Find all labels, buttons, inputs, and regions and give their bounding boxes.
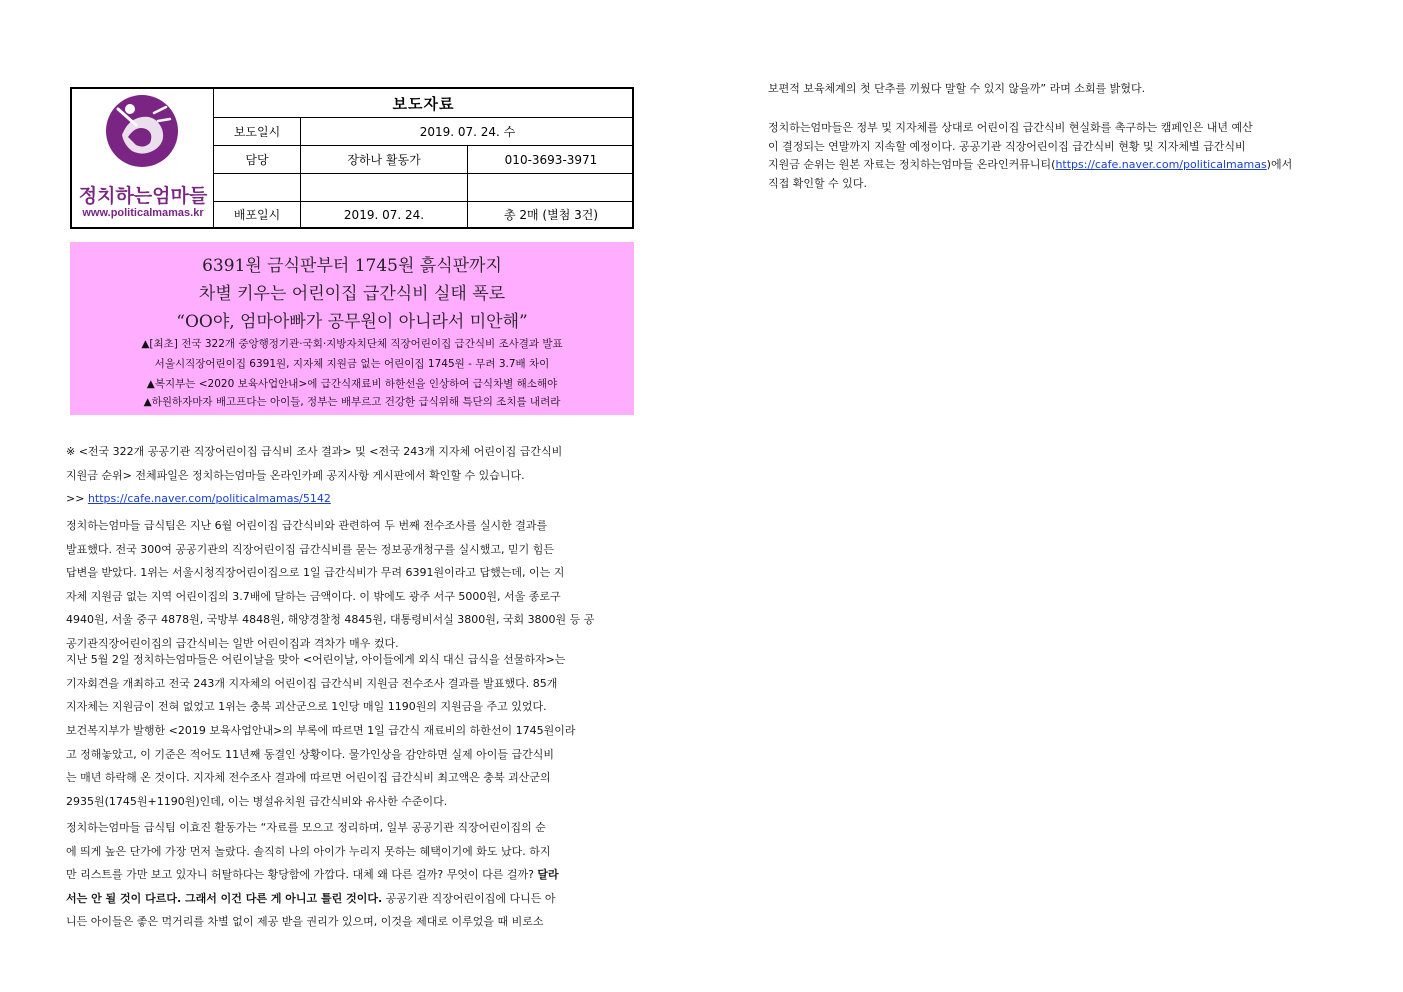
community-link[interactable]: https://cafe.naver.com/politicalmamas bbox=[1055, 158, 1267, 171]
paragraph-3 bbox=[66, 719, 636, 813]
press-title: 보도자료 bbox=[214, 89, 634, 118]
attachment-note bbox=[66, 440, 636, 511]
bold-quote: 서는 안 될 것이 다르다. 그래서 이건 다른 게 아니고 틀린 것이다. bbox=[66, 891, 383, 905]
text-line: 는 매년 하락해 온 것이다. 지자체 전수조사 결과에 따르면 어린이집 급간식비 최고액은 충북 괴산군의 bbox=[66, 771, 551, 785]
contact-name: 장하나 활동가 bbox=[301, 146, 468, 174]
text-span: 지원금 순위는 원본 자료는 정치하는엄마들 온라인커뮤니티( bbox=[768, 158, 1056, 171]
text-line: 정치하는엄마들 급식팀 이효진 활동가는 “자료를 모으고 정리하며, 일부 공공기관 직장어린이집의 순 bbox=[66, 821, 546, 834]
bold-quote: 달라 bbox=[537, 868, 559, 882]
text-line: 4940원, 서울 중구 4878원, 국방부 4848원, 해양경찰청 4845원, 대통령비서실 3800원, 국회 3800원 등 공 bbox=[66, 613, 595, 627]
contact-phone: 010-3693-3971 bbox=[468, 146, 634, 174]
note-line: 지원금 순위> 전체파일은 정치하는엄마들 온라인카페 공지사항 게시판에서 확인할 수 있습니다. bbox=[66, 468, 525, 482]
org-logo bbox=[72, 89, 214, 227]
empty-cell bbox=[301, 174, 468, 202]
note-prefix: >> bbox=[66, 492, 88, 506]
right-paragraph-2 bbox=[768, 119, 1340, 193]
text-line: 답변을 받았다. 1위는 서울시청직장어린이집으로 1일 급간식비가 무려 6391원이라고 답했는데, 이는 지 bbox=[66, 566, 565, 580]
headline-line-2: 차별 키우는 어린이집 급간식비 실태 폭로 bbox=[198, 284, 506, 304]
logo-emblem-icon bbox=[106, 95, 178, 167]
text-line bbox=[768, 156, 1340, 175]
text-line: 보편적 보육체계의 첫 단추를 끼웠다 말할 수 있지 않을까” 라며 소회를 밝혔다. bbox=[768, 82, 1146, 95]
text-line: 고 정해놓았고, 이 기준은 적어도 11년째 동결인 상황이다. 물가인상을 감안하면 실제 아이들 급간식비 bbox=[66, 747, 554, 761]
text-line: 발표했다. 전국 300여 공공기관의 직장어린이집 급간식비를 묻는 정보공개청구를 실시했고, 믿기 힘든 bbox=[66, 542, 554, 556]
text-line: 공기관직장어린이집의 급간식비는 일반 어린이집과 격차가 매우 컸다. bbox=[66, 636, 399, 650]
label-date: 보도일시 bbox=[214, 118, 301, 146]
text-line: 이 결정되는 연말까지 지속할 예정이다. 공공기관 직장어린이집 급간식비 현황 및 지자체별 급간식비 bbox=[768, 139, 1246, 153]
label-dist: 배포일시 bbox=[214, 202, 301, 227]
headline-box bbox=[70, 242, 634, 415]
text-line: 지난 5월 2일 정치하는엄마들은 어린이날을 맞아 <어린이날, 아이들에게 외식 대신 급식을 선물하자>는 bbox=[66, 653, 566, 666]
page-count: 총 2매 (별첨 3건) bbox=[503, 208, 599, 222]
text-line: 니든 아이들은 좋은 먹거리를 차별 없이 제공 받을 권리가 있으며, 이것을 제대로 이루었을 때 비로소 bbox=[66, 915, 544, 929]
right-paragraph-1 bbox=[768, 80, 1340, 99]
cafe-notice-link[interactable]: https://cafe.naver.com/politicalmamas/5142 bbox=[87, 492, 331, 506]
empty-cell bbox=[468, 174, 634, 202]
headline-line-3: “OO야, 엄마아빠가 공무원이 아니라서 미안해” bbox=[176, 312, 528, 332]
text-line: 직접 확인할 수 있다. bbox=[768, 176, 867, 190]
text-line: 자체 지원금 없는 지역 어린이집의 3.7배에 달하는 금액이다. 이 밖에도 광주 서구 5000원, 서울 종로구 bbox=[66, 589, 561, 603]
text-span: 만 리스트를 가만 보고 있자니 허탈하다는 황당함에 가깝다. 대체 왜 다른 걸까? 무엇이 다른 걸까? bbox=[66, 868, 538, 882]
text-line: 기자회견을 개최하고 전국 243개 지자체의 어린이집 급간식비 지원금 전수조사 결과를 발표했다. 85개 bbox=[66, 676, 558, 690]
note-line bbox=[66, 487, 636, 511]
org-name: 정치하는엄마들 bbox=[78, 185, 208, 207]
text-line: 2935원(1745원+1190원)인데, 이는 병설유치원 급간식비와 유사한 수준이다. bbox=[66, 794, 448, 808]
headline-bullet-2: ▲복지부는 <2020 보육사업안내>에 급간식재료비 하한선을 인상하여 급식차별 해소해야 bbox=[146, 378, 558, 390]
empty-label-cell bbox=[214, 174, 301, 202]
label-contact: 담당 bbox=[214, 146, 301, 174]
text-line bbox=[66, 863, 636, 887]
header-table bbox=[70, 87, 634, 229]
headline-line-1: 6391원 금식판부터 1745원 흙식판까지 bbox=[202, 256, 502, 276]
text-line: 정치하는엄마들 급식팀은 지난 6월 어린이집 급간식비와 관련하여 두 번째 전수조사를 실시한 결과를 bbox=[66, 519, 548, 532]
org-url: www.politicalmamas.kr bbox=[82, 207, 204, 219]
text-line: 보건복지부가 발행한 <2019 보육사업안내>의 부록에 따르면 1일 급간식 재료비의 하한선이 1745원이라 bbox=[66, 724, 576, 737]
headline-bullet-3: ▲하원하자마자 배고프다는 아이들, 정부는 배부르고 건강한 급식위해 특단의 조치를 내려라 bbox=[143, 396, 561, 408]
paragraph-1 bbox=[66, 514, 636, 656]
paragraph-4 bbox=[66, 816, 636, 934]
note-line: ※ <전국 322개 공공기관 직장어린이집 급식비 조사 결과> 및 <전국 243개 지자체 어린이집 급간식비 bbox=[66, 445, 563, 458]
headline-bullet-1: ▲[최초] 전국 322개 중앙행정기관·국회·지방자치단체 직장어린이집 급간식비 조사결과 발표 bbox=[141, 338, 563, 350]
text-line: 지자체는 지원금이 전혀 없었고 1위는 충북 괴산군으로 1인당 매일 1190원의 지원금을 주고 있었다. bbox=[66, 700, 547, 714]
dist-date: 2019. 07. 24. bbox=[301, 202, 468, 227]
release-date: 2019. 07. 24. 수 bbox=[301, 118, 634, 146]
text-span: )에서 bbox=[1266, 158, 1293, 171]
text-span: 공공기관 직장어린이집에 다니든 아 bbox=[382, 891, 556, 905]
text-line bbox=[66, 887, 636, 911]
headline-bullet-1-cont: 서울시직장어린이집 6391원, 지자체 지원금 없는 어린이집 1745원 - 무려 3.7배 차이 bbox=[154, 358, 550, 370]
paragraph-2 bbox=[66, 648, 636, 719]
text-line: 정치하는엄마들은 정부 및 지자체를 상대로 어린이집 급간식비 현실화를 촉구하는 캠페인은 내년 예산 bbox=[768, 121, 1253, 134]
text-line: 에 띄게 높은 단가에 가장 먼저 놀랐다. 솔직히 나의 아이가 누리지 못하는 혜택이기에 화도 났다. 하지 bbox=[66, 844, 551, 858]
